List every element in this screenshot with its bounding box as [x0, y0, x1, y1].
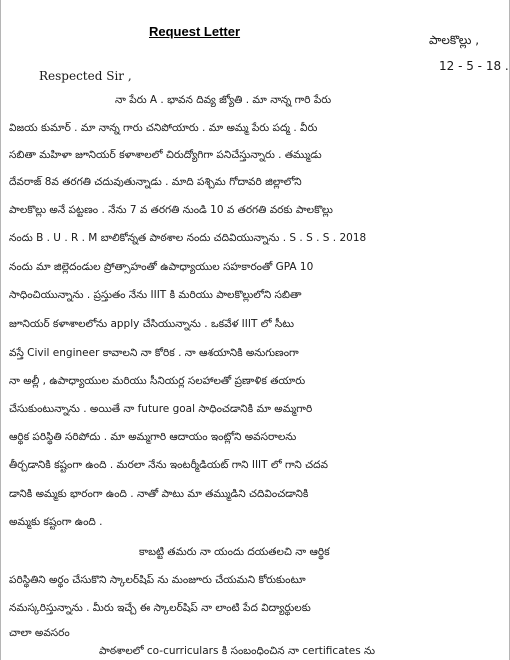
- letter-line: పాలకొల్లు అనే పట్టణం . నేను 7 వ తరగతి నుండి 10 వ తరగతి వరకు పాలకొల్లు: [9, 204, 333, 216]
- letter-date: 12 - 5 - 18 .: [439, 59, 509, 73]
- letter-place: పాలకొల్లు ,: [429, 33, 480, 47]
- letter-line: దేవరాజ్ 8వ తరగతి చదువుతున్నాడు . మాది పశ్చిమ గోదావరి జిల్లాలోని: [9, 176, 302, 188]
- letter-line: వస్తే Civil engineer కావాలని నా కోరిక . నా ఆశయానికి అనుగుణంగా: [9, 347, 299, 359]
- letter-line: పరిస్థితిని అర్థం చేసుకొని స్కాలర్‌షిప్ ను మంజూరు చేయమని కోరుకుంటూ: [9, 574, 306, 586]
- letter-line: నమస్కరిస్తున్నాను . మీరు ఇచ్చే ఈ స్కాలర్‌షిప్ నా లాంటి పేద విద్యార్థులకు: [9, 602, 311, 614]
- letter-line: జూనియర్ కళాశాలలోను apply చేసియున్నాను . ఒకవేళ IIIT లో సీటు: [9, 318, 294, 330]
- salutation: Respected Sir ,: [39, 69, 132, 83]
- letter-line: ఆర్థిక పరిస్థితి సరిపోదు . మా అమ్మగారి ఆదాయం ఇంట్లోని అవసరాలను: [9, 431, 297, 443]
- letter-title: Request Letter: [149, 24, 241, 39]
- letter-line: విజయ కుమార్ . మా నాన్న గారు చనిపోయారు . మా అమ్మ పేరు పద్మ . వీరు: [9, 122, 318, 134]
- letter-line: చాలా అవసరం: [9, 627, 70, 639]
- letter-line: డానికి అమ్మకు భారంగా ఉంది . నాతో పాటు మా తమ్ముడిని చదివించడానికి: [9, 488, 309, 500]
- letter-line: సాధించియున్నాను . ప్రస్తుతం నేను IIIT కి మరియు పాలకొల్లులోని సబితా: [9, 289, 302, 301]
- letter-line: నా పేరు A . భావన దివ్య జ్యోతి . మా నాన్న గారి పేరు: [115, 94, 332, 106]
- letter-line: అమ్మకు కష్టంగా ఉంది .: [9, 516, 103, 528]
- letter-line: నందు మా జిల్లెదండుల ప్రోత్సాహంతో ఉపాధ్యాయుల సహకారంతో GPA 10: [9, 261, 314, 273]
- letter-line: సబితా మహిళా జూనియర్ కళాశాలలో చిరుద్యోగిగా పనిచేస్తున్నారు . తమ్ముడు: [9, 149, 322, 161]
- letter-line: కాబట్టి తమరు నా యందు దయతలచి నా ఆర్థిక: [139, 546, 330, 558]
- letter-line: నందు B . U . R . M బాలికోన్నత పాఠశాల నందు చదివియున్నాను . S . S . S . 2018: [9, 232, 367, 244]
- letter-line: పాఠశాలలో co-curriculars కి సంబంధించిన నా certificates ను: [99, 645, 376, 657]
- letter-line: నా అల్లీ , ఉపాధ్యాయుల మరియు సీనియర్ల సలహాలతో ప్రణాళిక తయారు: [9, 375, 306, 387]
- letter-line: తీర్చడానికి కష్టంగా ఉంది . మరలా నేను ఇంటర్మీడియట్ గాని IIIT లో గాని చదవ: [9, 459, 328, 471]
- letter-line: చేసుకుంటున్నాను . అయితే నా future goal సాధించడానికి మా అమ్మగారి: [9, 403, 313, 415]
